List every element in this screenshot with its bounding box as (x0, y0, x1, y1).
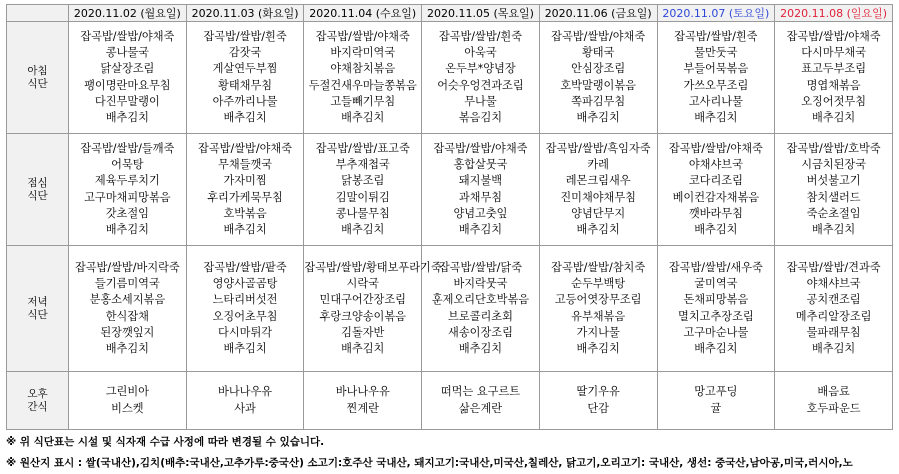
menu-item: 배추김치 (105, 111, 149, 125)
menu-item: 과채무침 (458, 190, 503, 204)
date-header-fri: 2020.11.06 (금요일) (539, 5, 657, 22)
menu-item: 비스켓 (111, 401, 144, 415)
menu-item: 잡곡밥/쌀밥/참치죽 (551, 260, 646, 274)
menu-item: 돼지불백 (458, 174, 503, 188)
menu-item: 한식잡채 (105, 309, 149, 323)
menu-item: 무나물 (464, 94, 497, 108)
menu-item: 잡곡밥/쌀밥/황태보푸라기죽 (304, 260, 442, 274)
menu-item: 팽이명란마요무침 (84, 78, 171, 92)
meal-row-lunch (7, 134, 893, 246)
menu-item: 황태채무침 (218, 78, 273, 92)
menu-cell-breakfast-sat (657, 22, 775, 134)
menu-item: 배추김치 (811, 223, 856, 237)
menu-item: 바나나우유 (218, 385, 273, 399)
menu-item: 배추김치 (694, 223, 738, 237)
meal-label-line: 식단 (27, 77, 48, 90)
menu-item: 배추김치 (105, 342, 149, 356)
menu-item: 배추김치 (576, 223, 620, 237)
menu-item: 멸치고추장조림 (678, 309, 754, 323)
menu-cell-breakfast-tue (186, 22, 304, 134)
menu-item: 잡곡밥/쌀밥/표고죽 (315, 141, 410, 155)
menu-cell-dinner-wed (304, 246, 442, 372)
menu-cell-snack-fri (539, 372, 657, 430)
menu-item: 잡곡밥/쌀밥/호박죽 (786, 141, 881, 155)
menu-cell-breakfast-fri (539, 22, 657, 134)
menu-cell-lunch-mon (69, 134, 187, 246)
meal-label-line: 식단 (27, 308, 48, 321)
menu-item: 아욱국 (464, 45, 497, 59)
menu-cell-snack-wed (304, 372, 422, 430)
menu-item: 호두파운드 (806, 401, 861, 415)
menu-item: 잡곡밥/쌀밥/새우죽 (668, 260, 763, 274)
menu-item: 잡곡밥/쌀밥/닭죽 (438, 260, 523, 274)
menu-item: 쪽파김무침 (571, 94, 626, 108)
menu-cell-breakfast-wed (304, 22, 422, 134)
menu-cell-snack-mon (69, 372, 187, 430)
menu-item: 부추재첩국 (335, 157, 390, 171)
menu-item: 배추김치 (341, 342, 385, 356)
menu-item: 다시마무채국 (801, 45, 867, 59)
menu-item: 바나나우유 (335, 385, 390, 399)
menu-item: 잡곡밥/쌀밥/흰죽 (674, 29, 758, 43)
menu-item: 배추김치 (223, 111, 267, 125)
menu-item: 호박볶음 (223, 206, 267, 220)
menu-item: 배추김치 (458, 223, 503, 237)
origin-notice: ※ 원산지 표시 : 쌀(국내산),김치(배추:국내산,고추가루:중국산) 소고기:호주산 국내산, 돼지고기:국내산,미국산,칠레산, 닭고기,오리고기: 국내산, 생선: 중국산,남아공,미국,러시아,노 (6, 457, 853, 469)
date-header-sat: 2020.11.07 (토요일) (657, 5, 775, 22)
menu-cell-lunch-tue (186, 134, 304, 246)
menu-item: 무채들깻국 (218, 157, 273, 171)
menu-item: 바지락미역국 (330, 45, 396, 59)
date-header-sun: 2020.11.08 (일요일) (775, 5, 893, 22)
menu-cell-dinner-thu (422, 246, 540, 372)
menu-cell-dinner-tue (186, 246, 304, 372)
menu-item: 어묵탕 (111, 157, 144, 171)
menu-item: 메추리알장조림 (795, 309, 872, 323)
meal-label-line: 아침 (27, 64, 48, 77)
menu-item: 들기름미역국 (94, 276, 160, 290)
menu-item: 배추김치 (694, 111, 738, 125)
menu-item: 잡곡밥/쌀밥/야채죽 (198, 141, 293, 155)
menu-item: 양념고춧잎 (453, 206, 508, 220)
menu-item: 굴미역국 (694, 276, 738, 290)
menu-item: 잡곡밥/쌀밥/야채죽 (80, 29, 175, 43)
menu-item: 안심장조림 (571, 62, 626, 76)
menu-item: 잡곡밥/쌀밥/야채죽 (786, 29, 881, 43)
menu-cell-dinner-sun (775, 246, 893, 372)
menu-item: 호박말랭이볶음 (560, 78, 636, 92)
header-corner (7, 5, 69, 22)
menu-item: 배추김치 (105, 223, 149, 237)
menu-item: 배추김치 (694, 342, 738, 356)
menu-item: 찐계란 (346, 401, 379, 415)
menu-cell-lunch-wed (304, 134, 422, 246)
menu-item: 베이컨감자채볶음 (672, 190, 760, 204)
menu-item: 잡곡밥/쌀밥/야채죽 (315, 29, 410, 43)
menu-item: 잡곡밥/쌀밥/바지락죽 (74, 260, 180, 274)
menu-cell-snack-sat (657, 372, 775, 430)
date-header-mon: 2020.11.02 (월요일) (69, 5, 187, 22)
menu-cell-snack-tue (186, 372, 304, 430)
menu-item: 양념단무지 (571, 206, 626, 220)
menu-item: 잡곡밥/쌀밥/흰죽 (438, 29, 523, 43)
menu-item: 고구마채피망볶음 (84, 190, 171, 204)
menu-item: 온두부*양념장 (445, 62, 516, 76)
menu-item: 바지락뭇국 (453, 276, 508, 290)
meal-label-dinner (7, 246, 69, 372)
menu-item: 야채참치볶음 (330, 62, 396, 76)
menu-item: 고구마순나물 (683, 325, 749, 339)
menu-item: 유부채볶음 (571, 309, 626, 323)
menu-item: 닭살장조림 (100, 62, 155, 76)
menu-cell-breakfast-sun (775, 22, 893, 134)
menu-item: 김돌자반 (341, 325, 385, 339)
menu-item: 배추김치 (341, 111, 385, 125)
menu-item: 잡곡밥/쌀밥/야채죽 (551, 29, 646, 43)
menu-item: 닭봉조림 (341, 174, 385, 188)
menu-item: 볶음김치 (458, 111, 503, 125)
menu-item: 부들어묵볶음 (683, 62, 749, 76)
menu-item: 잡곡밥/쌀밥/야채죽 (433, 141, 528, 155)
menu-item: 순두부백탕 (571, 276, 626, 290)
meal-label-breakfast (7, 22, 69, 134)
meal-label-line: 오후 (27, 387, 48, 400)
menu-item: 그린비아 (105, 385, 149, 399)
menu-item: 민대구어간장조림 (319, 293, 406, 307)
menu-cell-dinner-mon (69, 246, 187, 372)
menu-item: 삶은계란 (458, 401, 503, 415)
menu-cell-breakfast-thu (422, 22, 540, 134)
menu-item: 레몬크림새우 (565, 174, 631, 188)
menu-cell-dinner-fri (539, 246, 657, 372)
menu-item: 죽순초절임 (806, 206, 861, 220)
menu-item: 게살연두부찜 (212, 62, 278, 76)
change-notice: ※ 위 식단표는 시설 및 식자재 수급 사정에 따라 변경될 수 있습니다. (6, 436, 325, 448)
meal-row-dinner (7, 246, 893, 372)
menu-cell-dinner-sat (657, 246, 775, 372)
menu-item: 시락국 (346, 276, 379, 290)
meal-row-breakfast (7, 22, 893, 134)
footnotes (6, 432, 853, 474)
menu-item: 김말이튀김 (335, 190, 390, 204)
menu-item: 잡곡밥/쌀밥/흰죽 (203, 29, 287, 43)
meal-label-lunch (7, 134, 69, 246)
menu-item: 단감 (587, 401, 609, 415)
menu-item: 새송이장조림 (448, 325, 513, 339)
menu-item: 고사리나물 (688, 94, 743, 108)
weekly-meal-table (6, 4, 893, 430)
menu-item: 느타리버섯전 (212, 293, 278, 307)
date-header-tue: 2020.11.03 (화요일) (186, 5, 304, 22)
menu-item: 다진무말랭이 (94, 94, 160, 108)
menu-item: 카레 (587, 157, 609, 171)
menu-item: 배추김치 (341, 223, 385, 237)
date-header-wed: 2020.11.04 (수요일) (304, 5, 422, 22)
menu-item: 제육두루치기 (94, 174, 160, 188)
menu-item: 물파래무침 (806, 325, 861, 339)
menu-item: 고등어엿장무조림 (554, 293, 642, 307)
menu-item: 코다리조림 (688, 174, 743, 188)
menu-item: 배추김치 (458, 342, 503, 356)
menu-item: 후랑크양송이볶음 (319, 309, 406, 323)
menu-item: 아주까리나물 (212, 94, 278, 108)
menu-item: 다시마튀각 (218, 325, 273, 339)
menu-item: 잡곡밥/쌀밥/야채죽 (668, 141, 763, 155)
menu-item: 갓초절임 (105, 206, 149, 220)
menu-item: 황태국 (581, 45, 615, 59)
menu-cell-lunch-sun (775, 134, 893, 246)
menu-cell-lunch-sat (657, 134, 775, 246)
menu-item: 잡곡밥/쌀밥/흑임자죽 (545, 141, 651, 155)
menu-item: 시금치된장국 (801, 157, 867, 171)
date-header-thu: 2020.11.05 (목요일) (422, 5, 540, 22)
menu-item: 오징어초무침 (212, 309, 278, 323)
menu-item: 딸기우유 (576, 385, 620, 399)
menu-item: 감잣국 (228, 45, 262, 59)
menu-item: 후리가케묵무침 (207, 190, 283, 204)
meal-row-snack (7, 372, 893, 430)
meal-label-line: 식단 (27, 189, 48, 202)
menu-item: 물만둣국 (694, 45, 738, 59)
menu-item: 사과 (234, 401, 256, 415)
menu-cell-snack-thu (422, 372, 540, 430)
menu-cell-lunch-thu (422, 134, 540, 246)
menu-item: 버섯불고기 (806, 174, 861, 188)
menu-item: 망고푸딩 (694, 385, 738, 399)
menu-item: 영양사골곰탕 (212, 276, 278, 290)
meal-label-snack (7, 372, 69, 430)
meal-label-line: 저녁 (27, 295, 48, 308)
menu-item: 진미채야채무침 (560, 190, 636, 204)
menu-item: 잡곡밥/쌀밥/견과죽 (786, 260, 881, 274)
menu-item: 명엽채볶음 (806, 78, 861, 92)
menu-item: 돈채피망볶음 (683, 293, 749, 307)
menu-item: 콩나물국 (105, 45, 149, 59)
menu-item: 분홍소세지볶음 (89, 293, 166, 307)
menu-item: 표고두부조림 (801, 62, 867, 76)
menu-item: 잡곡밥/쌀밥/팥죽 (203, 260, 287, 274)
menu-item: 참치샐러드 (806, 190, 861, 204)
menu-cell-snack-sun (775, 372, 893, 430)
menu-item: 배추김치 (576, 342, 620, 356)
menu-item: 가지나물 (576, 325, 620, 339)
menu-item: 콩나물무침 (335, 206, 390, 220)
meal-label-line: 점심 (27, 176, 48, 189)
menu-item: 가자미찜 (223, 174, 267, 188)
meal-label-line: 간식 (27, 400, 48, 413)
menu-cell-lunch-fri (539, 134, 657, 246)
menu-item: 배추김치 (223, 223, 267, 237)
menu-cell-breakfast-mon (69, 22, 187, 134)
menu-item: 공치캔조림 (806, 293, 861, 307)
menu-item: 배추김치 (223, 342, 267, 356)
menu-item: 홍합살뭇국 (453, 157, 508, 171)
menu-item: 귤 (710, 401, 722, 415)
menu-item: 된장깻잎지 (100, 325, 155, 339)
menu-item: 야채샤브국 (806, 276, 861, 290)
menu-item: 오징어젓무침 (801, 94, 867, 108)
date-header-row (7, 5, 893, 22)
menu-item: 두절건새우마늘쫑볶음 (308, 78, 417, 92)
menu-item: 떠먹는 요구르트 (440, 385, 521, 399)
menu-item: 훈제오리단호박볶음 (431, 293, 530, 307)
menu-item: 배추김치 (811, 342, 856, 356)
menu-item: 배추김치 (811, 111, 856, 125)
menu-item: 고들빼기무침 (330, 94, 396, 108)
menu-item: 깻바라무침 (688, 206, 743, 220)
menu-item: 배추김치 (576, 111, 620, 125)
menu-item: 가쓰오무조림 (683, 78, 749, 92)
menu-item: 잡곡밥/쌀밥/들깨죽 (80, 141, 175, 155)
menu-item: 야채샤브국 (688, 157, 743, 171)
menu-item: 배음료 (817, 385, 850, 399)
menu-item: 브로콜리초회 (448, 309, 513, 323)
menu-item: 어슷우엉견과조림 (437, 78, 524, 92)
